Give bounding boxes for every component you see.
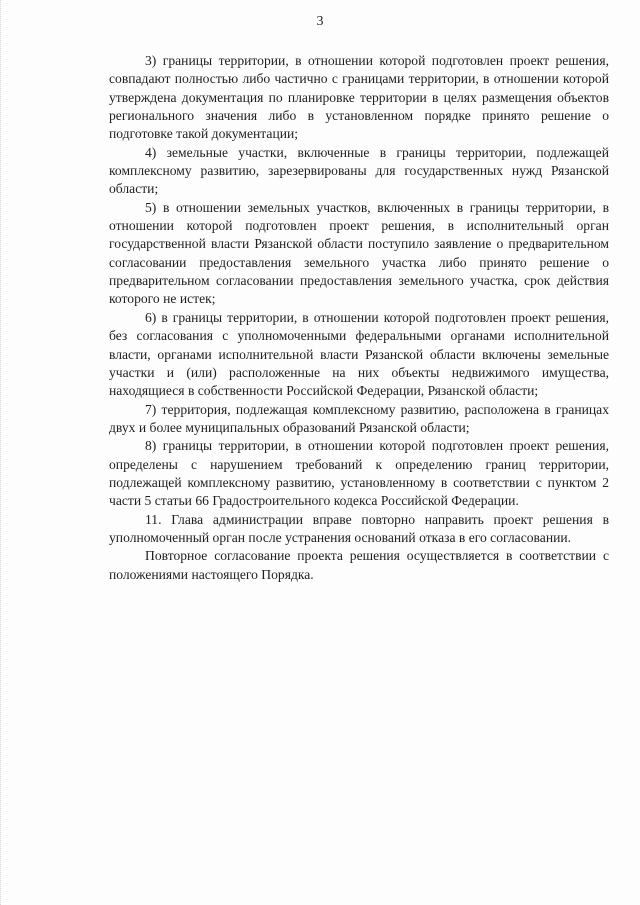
- paragraph-clause-11: 11. Глава администрации вправе повторно направить проект решения в уполномоченный орган после устранения оснований отказа в его согласовании.: [109, 511, 609, 545]
- paragraph-repeat-approval: Повторное согласование проекта решения осуществляется в соответствии с положениями настоящего Порядка.: [109, 548, 609, 582]
- paragraph-item-6: 6) в границы территории, в отношении которой подготовлен проект решения, без согласования с уполномоченными федеральными органами исполнительной власти, органами исполнительной власти Рязанской области включены земельные участки и (или) расположенные на них объекты недвижимого имущества, находящиеся в собственности Российской Федерации, Рязанской области;: [109, 309, 609, 399]
- document-body: [109, 52, 609, 584]
- paragraph-item-7: 7) территория, подлежащая комплексному развитию, расположена в границах двух и более муниципальных образований Рязанской области;: [109, 401, 609, 435]
- paragraph-item-8: 8) границы территории, в отношении которой подготовлен проект решения, определены с нарушением требований к определению границ территории, подлежащей комплексному развитию, установленному в соответствии с пунктом 2 части 5 статьи 66 Градостроительного кодекса Российской Федерации.: [109, 438, 609, 509]
- paragraph-item-4: 4) земельные участки, включенные в границы территории, подлежащей комплексному развитию, зарезервированы для государственных нужд Рязанской области;: [109, 144, 609, 197]
- paragraph-item-5: 5) в отношении земельных участков, включенных в границы территории, в отношении которой подготовлен проект решения, в исполнительный орган государственной власти Рязанской области поступило заявление о предварительном согласовании предоставления земельного участка либо принято решение о предварительном согласовании предоставления земельного участка, срок действия которого не истек;: [109, 199, 609, 307]
- scan-edge: [0, 0, 5, 905]
- paragraph-item-3: 3) границы территории, в отношении которой подготовлен проект решения, совпадают полностью либо частично с границами территории, в отношении которой утверждена документация по планировке территории в целях размещения объектов регионального значения либо в установленном порядке принято решение о подготовке такой документации;: [109, 53, 609, 142]
- page-number: 3: [316, 14, 324, 29]
